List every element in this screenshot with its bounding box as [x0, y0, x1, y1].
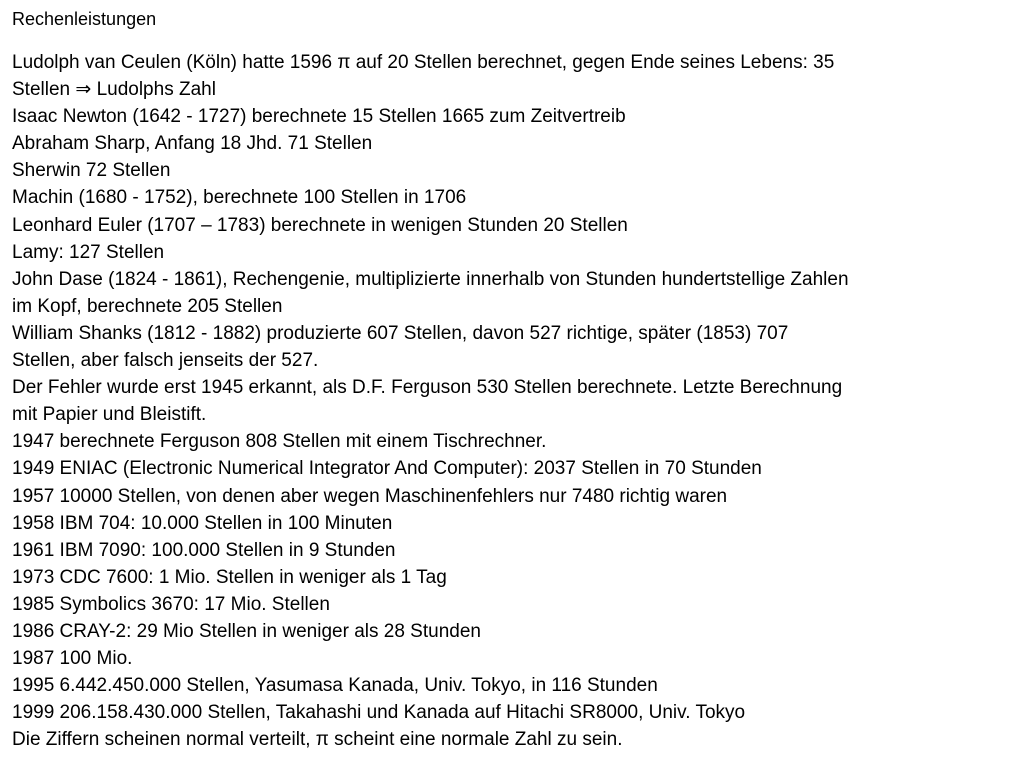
text-line-1986: 1986 CRAY-2: 29 Mio Stellen in weniger als 28 Stunden: [12, 620, 481, 642]
text-line-shanks-1: William Shanks (1812 - 1882) produzierte 607 Stellen, davon 527 richtige, später (1853) 707: [12, 322, 789, 344]
text-line-machin: Machin (1680 - 1752), berechnete 100 Stellen in 1706: [12, 187, 467, 209]
text-line-shanks-2: Stellen, aber falsch jenseits der 527.: [12, 350, 319, 372]
text-line-newton: Isaac Newton (1642 - 1727) berechnete 15 Stellen 1665 zum Zeitvertreib: [12, 106, 626, 128]
text-line-1995: 1995 6.442.450.000 Stellen, Yasumasa Kanada, Univ. Tokyo, in 116 Stunden: [12, 675, 658, 697]
text-line-1957: 1957 10000 Stellen, von denen aber wegen Maschinenfehlers nur 7480 richtig waren: [12, 485, 728, 507]
text-line-sharp: Abraham Sharp, Anfang 18 Jhd. 71 Stellen: [12, 133, 373, 155]
text-line-ceulen-2: Stellen ⇒ Ludolphs Zahl: [12, 79, 216, 101]
text-line-1949: 1949 ENIAC (Electronic Numerical Integrator And Computer): 2037 Stellen in 70 Stunden: [12, 458, 762, 480]
text-line-1961: 1961 IBM 7090: 100.000 Stellen in 9 Stunden: [12, 539, 396, 561]
text-line-1999: 1999 206.158.430.000 Stellen, Takahashi und Kanada auf Hitachi SR8000, Univ. Tokyo: [12, 702, 746, 724]
text-line-ceulen-1: Ludolph van Ceulen (Köln) hatte 1596 π auf 20 Stellen berechnet, gegen Ende seines Lebens: 35: [12, 52, 835, 73]
slide-title: Rechenleistungen: [12, 9, 157, 29]
text-line-1985: 1985 Symbolics 3670: 17 Mio. Stellen: [12, 593, 330, 615]
text-line-conclusion: Die Ziffern scheinen normal verteilt, π scheint eine normale Zahl zu sein.: [12, 729, 623, 751]
text-line-ferguson-2: mit Papier und Bleistift.: [12, 404, 207, 426]
text-line-1987: 1987 100 Mio.: [12, 648, 133, 670]
text-line-sherwin: Sherwin 72 Stellen: [12, 160, 171, 182]
text-line-ferguson-1: Der Fehler wurde erst 1945 erkannt, als D.F. Ferguson 530 Stellen berechnete. Letzte Berechnung: [12, 377, 843, 399]
text-line-1947: 1947 berechnete Ferguson 808 Stellen mit einem Tischrechner.: [12, 431, 547, 453]
text-line-1958: 1958 IBM 704: 10.000 Stellen in 100 Minuten: [12, 512, 393, 534]
text-line-dase-1: John Dase (1824 - 1861), Rechengenie, multiplizierte innerhalb von Stunden hundertstellige Zahlen: [12, 268, 849, 290]
text-line-lamy: Lamy: 127 Stellen: [12, 241, 165, 263]
text-line-dase-2: im Kopf, berechnete 205 Stellen: [12, 295, 283, 317]
slide-body: [12, 49, 1016, 753]
text-line-1973: 1973 CDC 7600: 1 Mio. Stellen in weniger als 1 Tag: [12, 566, 447, 588]
text-line-euler: Leonhard Euler (1707 – 1783) berechnete in wenigen Stunden 20 Stellen: [12, 214, 628, 236]
